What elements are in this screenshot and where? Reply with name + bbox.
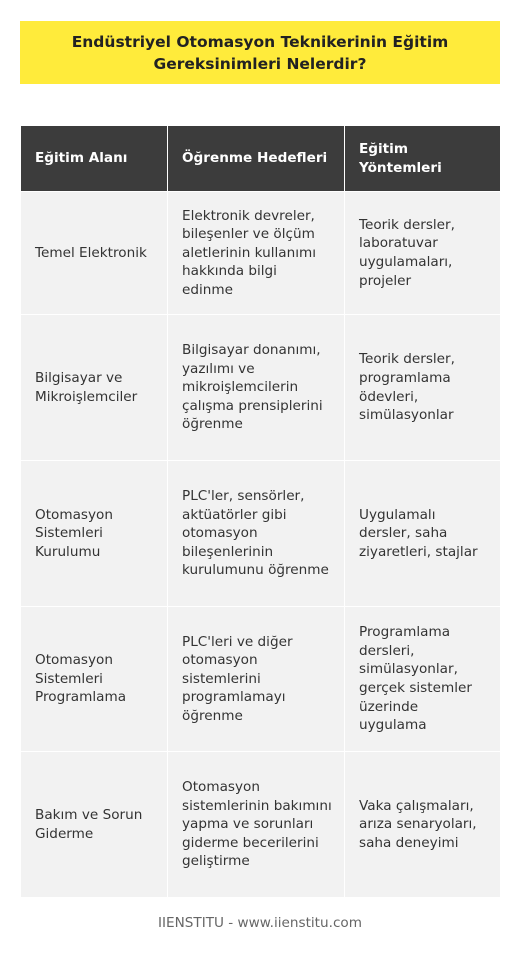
cell-area: Otomasyon Sistemleri Kurulumu — [21, 461, 168, 607]
table-header-row — [21, 126, 501, 192]
column-header-methods: Eğitim Yöntemleri — [345, 126, 501, 192]
title-banner — [20, 21, 500, 84]
cell-area: Temel Elektronik — [21, 192, 168, 315]
cell-goals: Bilgisayar donanımı, yazılımı ve mikroişlemcilerin çalışma prensiplerini öğrenme — [168, 315, 345, 461]
column-header-goals: Öğrenme Hedefleri — [168, 126, 345, 192]
table-row — [21, 192, 501, 315]
page-title: Endüstriyel Otomasyon Teknikerinin Eğitim Gereksinimleri Nelerdir? — [71, 32, 449, 73]
cell-goals: PLC'ler, sensörler, aktüatörler gibi otomasyon bileşenlerinin kurulumunu öğrenme — [168, 461, 345, 607]
cell-methods: Programlama dersleri, simülasyonlar, gerçek sistemler üzerinde uygulama — [345, 607, 501, 752]
cell-goals: Elektronik devreler, bileşenler ve ölçüm aletlerinin kullanımı hakkında bilgi edinme — [168, 192, 345, 315]
cell-goals: PLC'leri ve diğer otomasyon sistemlerini programlamayı öğrenme — [168, 607, 345, 752]
cell-area: Bilgisayar ve Mikroişlemciler — [21, 315, 168, 461]
cell-area: Otomasyon Sistemleri Programlama — [21, 607, 168, 752]
table-row — [21, 752, 501, 898]
footer-credit: IIENSTITU - www.iienstitu.com — [158, 915, 362, 931]
cell-goals: Otomasyon sistemlerinin bakımını yapma ve sorunları giderme becerilerini geliştirme — [168, 752, 345, 898]
cell-methods: Vaka çalışmaları, arıza senaryoları, saha deneyimi — [345, 752, 501, 898]
column-header-area: Eğitim Alanı — [21, 126, 168, 192]
cell-methods: Teorik dersler, laboratuvar uygulamaları, projeler — [345, 192, 501, 315]
table-row — [21, 461, 501, 607]
training-table — [20, 125, 501, 898]
table-row — [21, 607, 501, 752]
table-row — [21, 315, 501, 461]
cell-area: Bakım ve Sorun Giderme — [21, 752, 168, 898]
cell-methods: Uygulamalı dersler, saha ziyaretleri, stajlar — [345, 461, 501, 607]
cell-methods: Teorik dersler, programlama ödevleri, simülasyonlar — [345, 315, 501, 461]
